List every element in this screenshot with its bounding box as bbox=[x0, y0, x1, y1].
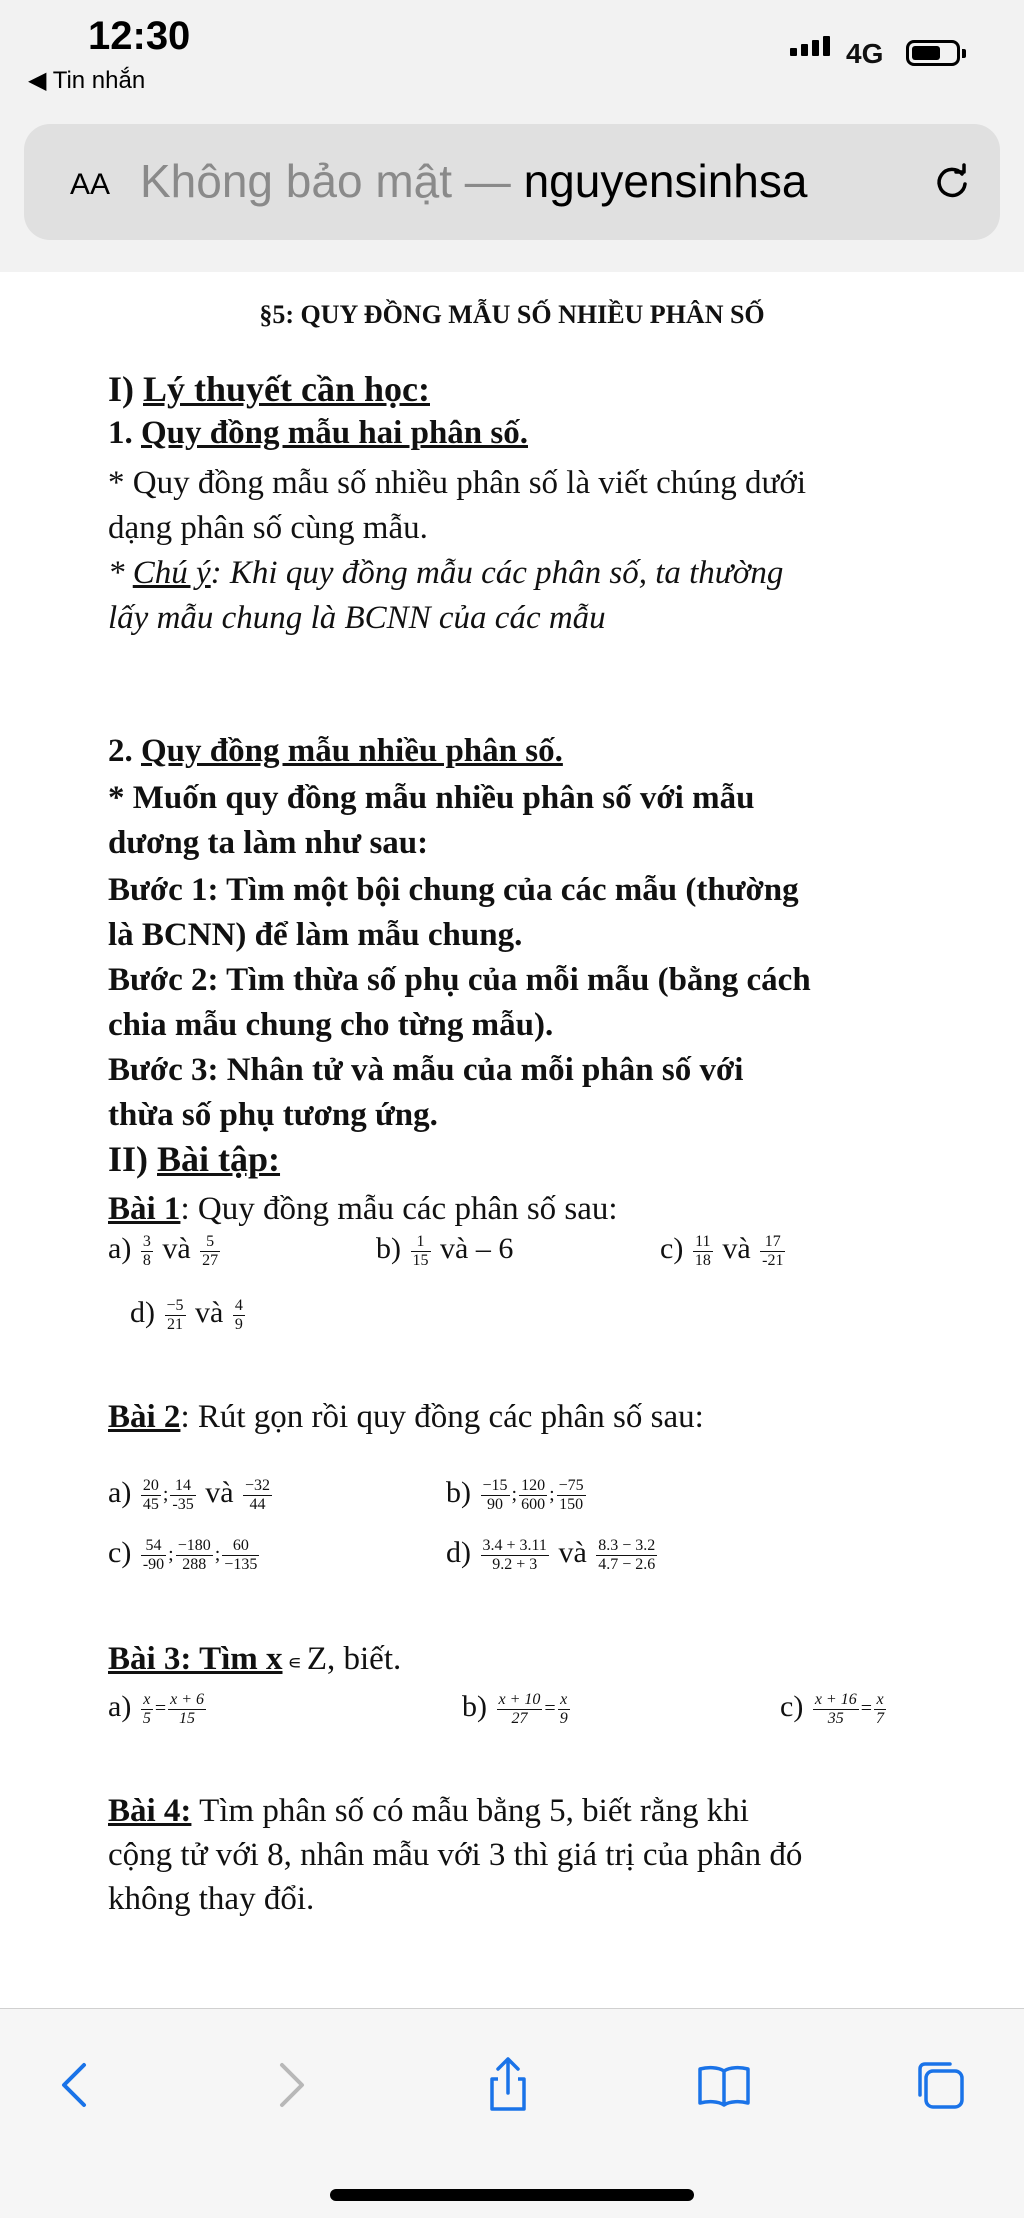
exercise-1c bbox=[660, 1232, 787, 1270]
bookmarks-icon[interactable] bbox=[694, 2055, 754, 2115]
fraction: $\frac{x + 6}{15}$ bbox=[170, 1690, 204, 1727]
forward-icon[interactable] bbox=[260, 2055, 320, 2115]
reader-options-button[interactable]: AA bbox=[70, 168, 111, 201]
section-number: II) bbox=[108, 1139, 158, 1179]
equals-sign: = bbox=[544, 1697, 556, 1720]
step-1: Bước 1: Tìm một bội chung của các mẫu (thường bbox=[108, 872, 799, 908]
exercise-1-prompt bbox=[108, 1188, 618, 1231]
item-label: a) bbox=[108, 1232, 132, 1265]
item-label: a) bbox=[108, 1476, 132, 1509]
section-theory-heading bbox=[108, 368, 430, 411]
fraction: $\frac{x}{9}$ bbox=[559, 1690, 568, 1727]
exercise-3-prompt bbox=[108, 1638, 401, 1685]
fraction: $\frac{11}{18}$ bbox=[694, 1232, 711, 1269]
fraction: $\frac{17}{-21}$ bbox=[762, 1232, 784, 1269]
fraction: $\frac{60}{-135}$ bbox=[224, 1536, 258, 1573]
exercise-1d bbox=[130, 1296, 247, 1334]
exercise-text: : Quy đồng mẫu các phân số sau: bbox=[180, 1191, 618, 1227]
tabs-icon[interactable] bbox=[910, 2055, 970, 2115]
equals-sign: = bbox=[154, 1697, 167, 1720]
exercise-4-line: cộng tử với 8, nhân mẫu với 3 thì giá trị của phân đó bbox=[108, 1837, 803, 1873]
exercise-2b: b) $\frac{-15}{90}$ ; $\frac{120}{600}$ ; $\frac{-75}{150}$ bbox=[446, 1476, 584, 1513]
item-label: b) bbox=[462, 1690, 487, 1723]
fraction: $\frac{8.3 - 3.2}{4.7 - 2.6}$ bbox=[598, 1536, 656, 1573]
subheading-text: Quy đồng mẫu hai phân số. bbox=[141, 415, 528, 451]
network-type: 4G bbox=[846, 38, 884, 69]
exercise-3a bbox=[108, 1690, 208, 1728]
fraction: $\frac{14}{-35}$ bbox=[172, 1476, 194, 1513]
subheading-text: Quy đồng mẫu nhiều phân số. bbox=[141, 733, 563, 769]
fraction: $\frac{54}{-90}$ bbox=[142, 1536, 165, 1573]
exercise-text: : Rút gọn rồi quy đồng các phân số sau: bbox=[180, 1399, 704, 1435]
item-label: d) bbox=[130, 1296, 155, 1329]
item-label: d) bbox=[446, 1536, 471, 1569]
note-line bbox=[108, 552, 783, 595]
connector: và bbox=[195, 1296, 224, 1329]
exercise-3b bbox=[462, 1690, 572, 1728]
rule-line: * Muốn quy đồng mẫu nhiều phân số với mẫu bbox=[108, 780, 755, 816]
fraction: $\frac{x}{7}$ bbox=[876, 1690, 884, 1727]
item-label: c) bbox=[108, 1536, 132, 1569]
connector: và bbox=[162, 1232, 191, 1265]
battery-icon bbox=[906, 40, 960, 66]
connector: và bbox=[558, 1536, 587, 1569]
section-title: Bài tập: bbox=[157, 1139, 281, 1179]
connector: và – 6 bbox=[440, 1232, 514, 1265]
note-bullet: * bbox=[108, 555, 133, 591]
item-label: b) bbox=[446, 1476, 471, 1509]
fraction: $\frac{x}{5}$ bbox=[142, 1690, 151, 1727]
exercise-text: Tìm phân số có mẫu bằng 5, biết rằng khi bbox=[191, 1793, 749, 1829]
fraction: $\frac{20}{45}$ bbox=[142, 1476, 159, 1513]
home-indicator bbox=[330, 2189, 694, 2201]
rule-line: dương ta làm như sau: bbox=[108, 825, 429, 861]
step-2: Bước 2: Tìm thừa số phụ của mỗi mẫu (bằng cách bbox=[108, 962, 811, 998]
fraction: $\frac{x + 16}{35}$ bbox=[814, 1690, 857, 1727]
section-exercises-heading bbox=[108, 1138, 280, 1181]
document-page bbox=[0, 272, 1024, 2008]
exercise-label: Bài 3: Tìm x bbox=[108, 1641, 283, 1677]
subheading-number: 1. bbox=[108, 415, 141, 451]
status-bar bbox=[0, 0, 1024, 110]
share-icon[interactable] bbox=[478, 2055, 538, 2115]
section-title: Lý thuyết cần học: bbox=[143, 369, 430, 409]
step-3: thừa số phụ tương ứng. bbox=[108, 1097, 438, 1133]
exercise-2d bbox=[446, 1536, 659, 1574]
exercise-4-line: không thay đổi. bbox=[108, 1881, 315, 1917]
page-title: §5: QUY ĐỒNG MẪU SỐ NHIỀU PHÂN SỐ bbox=[259, 300, 765, 329]
section-number: I) bbox=[108, 369, 143, 409]
subheading-many-fractions bbox=[108, 730, 563, 773]
fraction: $\frac{3}{8}$ bbox=[142, 1232, 151, 1269]
element-of-symbol: ∊ bbox=[282, 1652, 307, 1674]
fraction: $\frac{-15}{90}$ bbox=[482, 1476, 508, 1513]
equals-sign: = bbox=[860, 1697, 872, 1720]
subheading-two-fractions bbox=[108, 412, 528, 455]
fraction: $\frac{5}{27}$ bbox=[202, 1232, 219, 1269]
step-2: chia mẫu chung cho từng mẫu). bbox=[108, 1007, 554, 1043]
fraction: $\frac{3.4 + 3.11}{9.2 + 3}$ bbox=[482, 1536, 547, 1573]
exercise-label: Bài 4: bbox=[108, 1793, 192, 1829]
exercise-4-prompt bbox=[108, 1790, 749, 1833]
url-host: nguyensinhsa bbox=[523, 155, 808, 207]
fraction: $\frac{-5}{21}$ bbox=[166, 1296, 184, 1333]
exercise-3c bbox=[780, 1690, 888, 1728]
back-icon[interactable] bbox=[46, 2055, 106, 2115]
url-text[interactable] bbox=[140, 154, 930, 208]
exercise-2c: c) $\frac{54}{-90}$ ; $\frac{-180}{288}$ ; $\frac{60}{-135}$ bbox=[108, 1536, 258, 1573]
item-label: c) bbox=[660, 1232, 684, 1265]
exercise-label: Bài 2 bbox=[108, 1399, 181, 1435]
connector: và bbox=[205, 1476, 234, 1509]
security-label: Không bảo mật — bbox=[140, 155, 524, 207]
note-line: lấy mẫu chung là BCNN của các mẫu bbox=[108, 600, 606, 636]
signal-icon bbox=[790, 36, 830, 56]
step-3: Bước 3: Nhân tử và mẫu của mỗi phân số với bbox=[108, 1052, 744, 1088]
exercise-1a bbox=[108, 1232, 222, 1270]
note-label: Chú ý bbox=[132, 555, 211, 591]
item-label: a) bbox=[108, 1690, 132, 1723]
fraction: $\frac{-75}{150}$ bbox=[558, 1476, 584, 1513]
item-label: b) bbox=[376, 1232, 401, 1265]
note-text: : Khi quy đồng mẫu các phân số, ta thường bbox=[210, 555, 784, 591]
browser-toolbar bbox=[0, 2008, 1024, 2218]
exercise-2-prompt bbox=[108, 1396, 704, 1439]
back-to-app-link[interactable]: ◀ Tin nhắn bbox=[28, 67, 146, 94]
reload-icon[interactable] bbox=[932, 162, 972, 202]
exercise-1b bbox=[376, 1232, 513, 1270]
definition-line: * Quy đồng mẫu số nhiều phân số là viết chúng dưới bbox=[108, 465, 806, 501]
clock: 12:30 bbox=[88, 14, 191, 58]
fraction: $\frac{-180}{288}$ bbox=[177, 1536, 211, 1573]
fraction: $\frac{1}{15}$ bbox=[412, 1232, 429, 1269]
definition-line: dạng phân số cùng mẫu. bbox=[108, 510, 428, 546]
exercise-label: Bài 1 bbox=[108, 1191, 181, 1227]
fraction: $\frac{x + 10}{27}$ bbox=[498, 1690, 541, 1727]
fraction: $\frac{4}{9}$ bbox=[234, 1296, 243, 1333]
exercise-text: Z, biết. bbox=[306, 1641, 402, 1677]
connector: và bbox=[722, 1232, 751, 1265]
fraction: $\frac{120}{600}$ bbox=[521, 1476, 546, 1513]
subheading-number: 2. bbox=[108, 733, 141, 769]
exercise-2a: a) $\frac{20}{45}$ ; $\frac{14}{-35}$ và $\frac{-32}{44}$ bbox=[108, 1476, 271, 1513]
fraction: $\frac{-32}{44}$ bbox=[245, 1476, 271, 1513]
step-1: là BCNN) để làm mẫu chung. bbox=[108, 917, 523, 953]
item-label: c) bbox=[780, 1690, 804, 1723]
address-bar[interactable] bbox=[24, 124, 1000, 240]
